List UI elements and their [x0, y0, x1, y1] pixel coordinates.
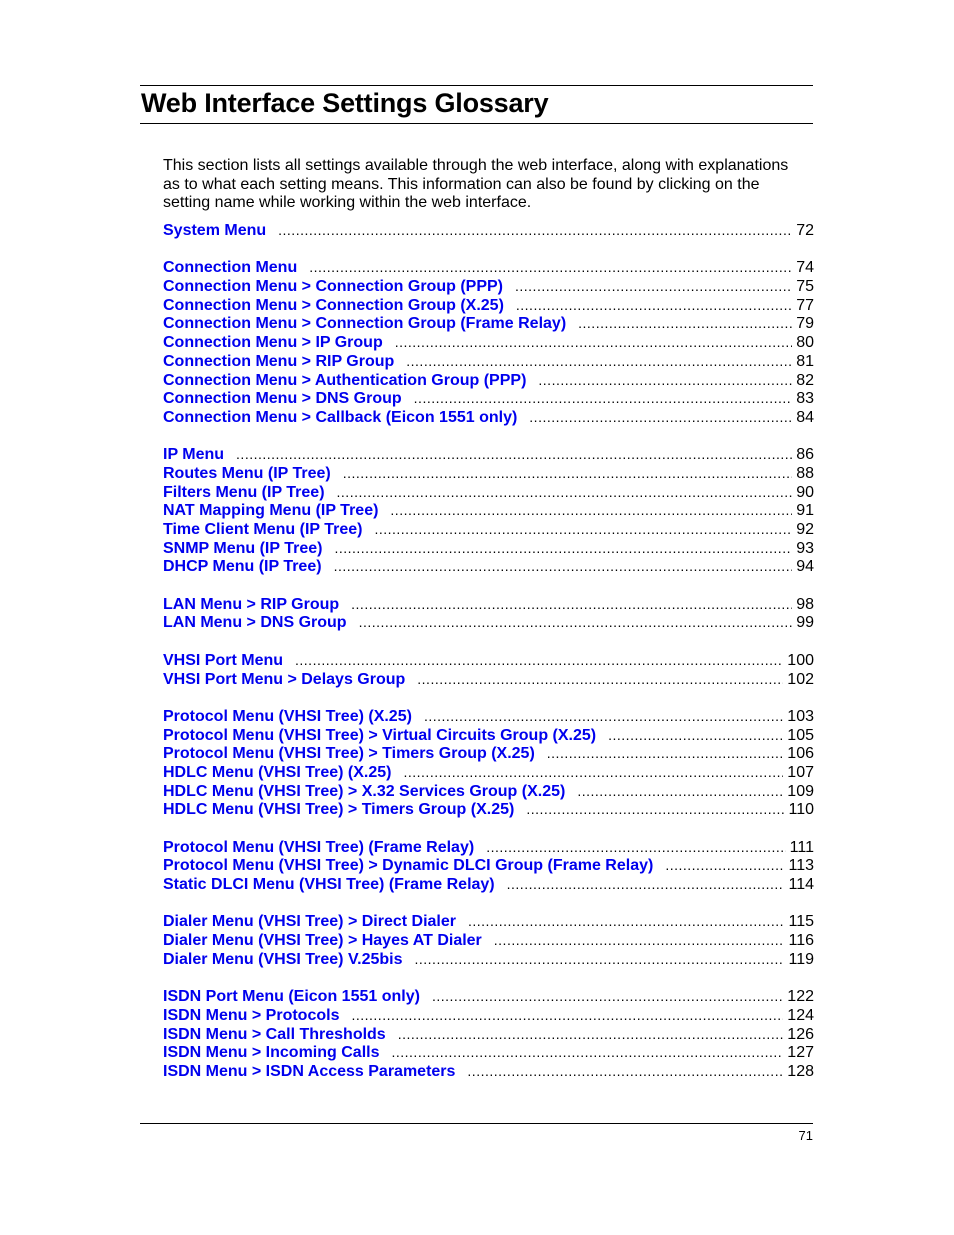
intro-paragraph: This section lists all settings available through the web interface, along with explanations as to what each setting means. This information can also be found by clicking on the setting name while working within the web interface.	[163, 157, 789, 211]
toc-entry-link[interactable]: System Menu	[163, 222, 267, 239]
dot-leader	[494, 931, 785, 950]
dot-leader	[467, 1062, 783, 1081]
toc-entry	[163, 595, 814, 614]
dot-leader	[309, 258, 792, 277]
toc-entry-link[interactable]: Connection Menu > Connection Group (Frame Relay)	[163, 315, 567, 333]
toc-entry-link[interactable]: Filters Menu (IP Tree)	[163, 483, 325, 501]
toc-page-number: 92	[796, 521, 814, 538]
toc-entry	[163, 258, 814, 277]
toc-page-number: 128	[787, 1062, 814, 1080]
toc-group	[163, 838, 814, 894]
dot-leader	[608, 726, 783, 745]
toc-entry	[163, 221, 814, 240]
dot-leader	[395, 333, 792, 352]
dot-leader	[415, 950, 785, 969]
dot-leader	[278, 221, 792, 240]
page-number: 71	[798, 1128, 813, 1143]
toc-entry-link[interactable]: Dialer Menu (VHSI Tree) V.25bis	[163, 950, 403, 968]
toc-entry	[163, 1062, 814, 1081]
toc-entry-link[interactable]: Time Client Menu (IP Tree)	[163, 521, 363, 538]
toc-entry	[163, 912, 814, 931]
toc-entry	[163, 763, 814, 782]
dot-leader	[577, 782, 783, 801]
toc-entry-link[interactable]: Connection Menu > IP Group	[163, 334, 383, 352]
toc-page-number: 93	[796, 539, 814, 557]
toc-page-number: 106	[787, 745, 814, 763]
toc-entry-link[interactable]: Static DLCI Menu (VHSI Tree) (Frame Relay)	[163, 876, 495, 894]
toc-page-number: 107	[787, 763, 814, 781]
toc-page-number: 83	[796, 390, 814, 408]
toc-page-number: 88	[796, 464, 814, 482]
toc-entry-link[interactable]: VHSI Port Menu > Delays Group	[163, 670, 406, 688]
toc-entry-link[interactable]: ISDN Menu > Protocols	[163, 1006, 340, 1024]
toc-entry-link[interactable]: ISDN Menu > ISDN Access Parameters	[163, 1062, 456, 1080]
toc-entry-link[interactable]: DHCP Menu (IP Tree)	[163, 558, 322, 576]
toc-page-number: 105	[787, 726, 814, 744]
toc-page-number: 90	[796, 483, 814, 501]
toc-entry	[163, 296, 814, 315]
toc-entry-link[interactable]: Connection Menu > Connection Group (X.25)	[163, 296, 504, 314]
toc-entry-link[interactable]: Connection Menu > Callback (Eicon 1551 only)	[163, 408, 518, 426]
toc-entry-link[interactable]: NAT Mapping Menu (IP Tree)	[163, 502, 379, 520]
toc-entry-link[interactable]: LAN Menu > DNS Group	[163, 614, 347, 632]
toc-entry	[163, 445, 814, 464]
toc-entry-link[interactable]: SNMP Menu (IP Tree)	[163, 539, 323, 557]
toc-entry-link[interactable]: Protocol Menu (VHSI Tree) (X.25)	[163, 707, 412, 725]
dot-leader	[468, 912, 784, 931]
toc-entry	[163, 707, 814, 726]
dot-leader	[295, 651, 783, 670]
toc-page-number: 81	[796, 352, 814, 370]
toc-group	[163, 707, 814, 819]
dot-leader	[406, 352, 792, 371]
toc-entry-link[interactable]: Dialer Menu (VHSI Tree) > Hayes AT Dialer	[163, 932, 482, 950]
dot-leader	[424, 707, 783, 726]
toc-page-number: 79	[796, 315, 814, 333]
toc-page-number: 115	[788, 913, 814, 931]
dot-leader	[351, 1006, 783, 1025]
toc-entry	[163, 539, 814, 558]
dot-leader	[665, 856, 784, 875]
dot-leader	[507, 875, 785, 894]
dot-leader	[526, 800, 784, 819]
toc-page-number: 82	[796, 371, 814, 389]
toc-group	[163, 258, 814, 426]
toc-entry	[163, 856, 814, 875]
toc-entry	[163, 987, 814, 1006]
toc-page-number: 86	[796, 446, 814, 464]
toc-entry-link[interactable]: IP Menu	[163, 446, 225, 464]
dot-leader	[343, 464, 792, 483]
dot-leader	[391, 1043, 783, 1062]
header-bottom-rule	[140, 123, 813, 124]
toc-page-number: 98	[796, 595, 814, 613]
toc-page-number: 100	[787, 651, 814, 669]
toc-page-number: 113	[788, 857, 814, 875]
dot-leader	[351, 595, 792, 614]
toc-entry	[163, 651, 814, 670]
toc-entry	[163, 464, 814, 483]
toc-page-number: 77	[796, 296, 814, 314]
toc-entry-link[interactable]: ISDN Menu > Call Thresholds	[163, 1025, 386, 1043]
footer-rule	[140, 1123, 813, 1124]
toc-page-number: 111	[789, 838, 814, 856]
toc-entry	[163, 352, 814, 371]
toc-entry-link[interactable]: Connection Menu > RIP Group	[163, 352, 395, 370]
dot-leader	[414, 389, 793, 408]
toc-entry-link[interactable]: Dialer Menu (VHSI Tree) > Direct Dialer	[163, 913, 456, 931]
toc-entry-link[interactable]: HDLC Menu (VHSI Tree) (X.25)	[163, 763, 392, 781]
toc-entry-link[interactable]: Protocol Menu (VHSI Tree) > Virtual Circuits Group (X.25)	[163, 726, 597, 744]
toc-entry	[163, 520, 814, 539]
dot-leader	[516, 296, 792, 315]
toc-entry	[163, 1006, 814, 1025]
dot-leader	[334, 539, 792, 558]
toc-entry-link[interactable]: ISDN Menu > Incoming Calls	[163, 1044, 380, 1062]
toc-entry-link[interactable]: ISDN Port Menu (Eicon 1551 only)	[163, 988, 420, 1006]
dot-leader	[547, 744, 784, 763]
toc-group	[163, 595, 814, 632]
toc-entry-link[interactable]: Protocol Menu (VHSI Tree) (Frame Relay)	[163, 838, 475, 856]
toc-entry	[163, 408, 814, 427]
dot-leader	[529, 408, 792, 427]
toc-page-number: 124	[787, 1006, 814, 1024]
toc-page-number: 102	[787, 670, 814, 688]
page-title: Web Interface Settings Glossary	[141, 88, 549, 118]
toc-entry-link[interactable]: Protocol Menu (VHSI Tree) > Timers Group (X.25)	[163, 745, 535, 763]
toc-entry	[163, 782, 814, 801]
toc-page-number: 114	[788, 876, 814, 894]
toc-page-number: 116	[788, 932, 814, 950]
toc-group	[163, 987, 814, 1080]
toc-entry-link[interactable]: Connection Menu > Authentication Group (PPP)	[163, 371, 527, 389]
toc-page-number: 110	[788, 801, 814, 819]
toc-group	[163, 912, 814, 968]
toc-entry	[163, 875, 814, 894]
toc-page-number: 127	[787, 1044, 814, 1062]
toc-page-number: 99	[796, 614, 814, 632]
dot-leader	[374, 520, 792, 539]
toc-entry	[163, 501, 814, 520]
toc-page-number: 91	[796, 502, 814, 520]
toc-entry	[163, 371, 814, 390]
toc-page-number: 109	[787, 782, 814, 800]
toc-group	[163, 221, 814, 240]
toc-page-number: 103	[787, 707, 814, 725]
toc-page-number: 126	[787, 1025, 814, 1043]
toc-entry	[163, 1043, 814, 1062]
toc-page-number: 80	[796, 334, 814, 352]
toc-entry	[163, 800, 814, 819]
toc-entry-link[interactable]: Connection Menu > DNS Group	[163, 390, 402, 408]
toc-page-number: 122	[787, 988, 814, 1006]
dot-leader	[337, 483, 793, 502]
toc-group	[163, 445, 814, 576]
dot-leader	[403, 763, 783, 782]
toc-entry	[163, 838, 814, 857]
toc-page-number: 84	[796, 408, 814, 426]
toc-page-number: 72	[796, 222, 814, 239]
dot-leader	[417, 670, 783, 689]
toc-entry	[163, 726, 814, 745]
toc-group	[163, 651, 814, 688]
toc-entry	[163, 1025, 814, 1044]
dot-leader	[359, 613, 793, 632]
toc-entry-link[interactable]: LAN Menu > RIP Group	[163, 595, 340, 613]
toc-entry	[163, 744, 814, 763]
toc-page-number: 74	[796, 259, 814, 277]
toc-entry	[163, 613, 814, 632]
toc-entry-link[interactable]: HDLC Menu (VHSI Tree) > Timers Group (X.25)	[163, 801, 515, 819]
dot-leader	[398, 1025, 784, 1044]
dot-leader	[390, 501, 792, 520]
toc-entry	[163, 333, 814, 352]
dot-leader	[578, 314, 792, 333]
toc-entry-link[interactable]: VHSI Port Menu	[163, 651, 284, 669]
toc-entry	[163, 483, 814, 502]
toc-entry	[163, 277, 814, 296]
toc-entry-link[interactable]: Connection Menu > Connection Group (PPP)	[163, 278, 503, 296]
toc-entry	[163, 389, 814, 408]
dot-leader	[486, 838, 785, 857]
toc-page-number: 94	[796, 558, 814, 576]
dot-leader	[515, 277, 792, 296]
toc-page-number: 75	[796, 278, 814, 296]
toc-entry	[163, 670, 814, 689]
toc-entry-link[interactable]: Connection Menu	[163, 259, 298, 277]
toc-entry-link[interactable]: Routes Menu (IP Tree)	[163, 464, 331, 482]
dot-leader	[432, 987, 783, 1006]
toc-entry	[163, 950, 814, 969]
toc-entry	[163, 557, 814, 576]
dot-leader	[236, 445, 792, 464]
toc-entry-link[interactable]: Protocol Menu (VHSI Tree) > Dynamic DLCI Group (Frame Relay)	[163, 857, 654, 875]
toc-entry	[163, 314, 814, 333]
table-of-contents	[163, 221, 814, 1099]
toc-entry	[163, 931, 814, 950]
toc-entry-link[interactable]: HDLC Menu (VHSI Tree) > X.32 Services Group (X.25)	[163, 782, 566, 800]
dot-leader	[334, 557, 793, 576]
header-top-rule	[140, 85, 813, 86]
dot-leader	[538, 371, 792, 390]
toc-page-number: 119	[788, 950, 814, 968]
